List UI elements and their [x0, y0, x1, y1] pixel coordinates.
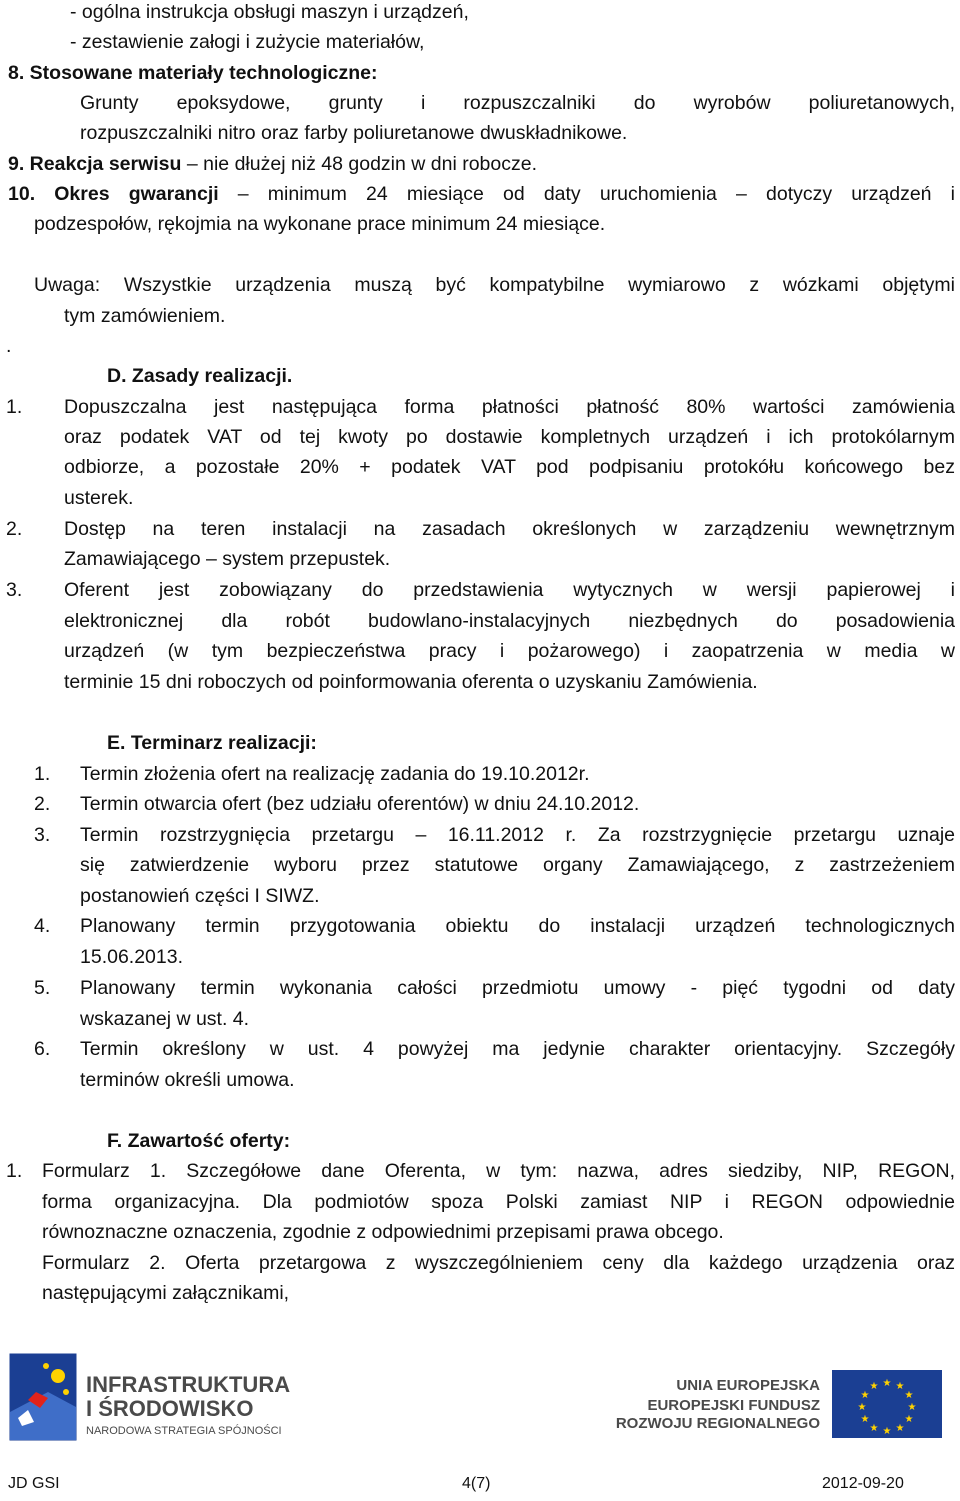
list-line: równoznaczne oznaczenia, zgodnie z odpowiednimi przepisami prawa obcego.: [42, 1221, 724, 1243]
section-d-title: D. Zasady realizacji.: [107, 365, 293, 387]
logo-text: I ŚRODOWISKO: [86, 1396, 254, 1421]
list-number: 4.: [34, 915, 51, 937]
svg-text:★: ★: [860, 1414, 870, 1425]
list-line: Zamawiającego – system przepustek.: [64, 548, 391, 570]
svg-text:★: ★: [904, 1414, 914, 1425]
list-line: następującymi załącznikami,: [42, 1282, 290, 1304]
infrastruktura-logo: [8, 1352, 308, 1447]
list-line: się zatwierdzenie wyboru przez statutowe organy Zamawiającego, z zastrzeżeniem: [80, 854, 955, 876]
list-line: Formularz 1. Szczegółowe dane Oferenta, w tym: nazwa, adres siedziby, NIP, REGON,: [42, 1160, 955, 1182]
logo-text: UNIA EUROPEJSKA: [676, 1377, 820, 1394]
section-8-title: 8. Stosowane materiały technologiczne:: [8, 62, 378, 84]
section-8-line: rozpuszczalniki nitro oraz farby poliuretanowe dwuskładnikowe.: [80, 122, 628, 144]
list-number: 2.: [34, 793, 51, 815]
list-line: oraz podatek VAT od tej kwoty po dostawie kompletnych urządzeń i ich protokólarnym: [64, 426, 955, 448]
list-number: 6.: [34, 1038, 51, 1060]
list-number: 5.: [34, 977, 51, 999]
footer-date: 2012-09-20: [822, 1475, 904, 1492]
section-8-line: Grunty epoksydowe, grunty i rozpuszczalniki do wyrobów poliuretanowych,: [80, 92, 955, 114]
page-number: 4(7): [462, 1475, 491, 1492]
svg-text:★: ★: [857, 1402, 867, 1413]
list-number: 2.: [6, 518, 23, 540]
section-9-text: – nie dłużej niż 48 godzin w dni robocze.: [181, 153, 538, 175]
list-line: usterek.: [64, 487, 134, 509]
section-10-line: podzespołów, rękojmia na wykonane prace minimum 24 miesiące.: [34, 213, 606, 235]
note-line: Uwaga: Wszystkie urządzenia muszą być kompatybilne wymiarowo z wózkami objętymi: [34, 274, 955, 296]
list-line: terminie 15 dni roboczych od poinformowania oferenta o uzyskaniu Zamówienia.: [64, 671, 758, 693]
list-line: Termin rozstrzygnięcia przetargu – 16.11.2012 r. Za rozstrzygnięcie przetargu uznaje: [80, 824, 955, 846]
list-number: 3.: [34, 824, 51, 846]
list-line: Dopuszczalna jest następująca forma płatności płatność 80% wartości zamówienia: [64, 396, 955, 418]
list-line: forma organizacyjna. Dla podmiotów spoza Polski zamiast NIP i REGON odpowiednie: [42, 1191, 955, 1213]
section-e-title: E. Terminarz realizacji:: [107, 732, 317, 754]
list-number: 1.: [6, 1160, 23, 1182]
eu-logo-graphic: [615, 1366, 945, 1441]
stray-dot: .: [6, 335, 12, 357]
svg-text:★: ★: [904, 1390, 914, 1401]
list-line: Termin otwarcia ofert (bez udziału oferentów) w dniu 24.10.2012.: [80, 793, 640, 815]
section-9: [8, 152, 537, 176]
section-10: [8, 182, 955, 206]
logo-text: EUROPEJSKI FUNDUSZ: [647, 1397, 820, 1414]
footer-left: JD GSI: [8, 1475, 60, 1492]
svg-text:★: ★: [895, 1423, 905, 1434]
logo-text: ROZWOJU REGIONALNEGO: [615, 1415, 820, 1432]
section-10-head: 10. Okres gwarancji: [8, 183, 219, 205]
list-line: wskazanej w ust. 4.: [80, 1008, 250, 1030]
list-line: urządzeń (w tym bezpieczeństwa pracy i pożarowego) i zaopatrzenia w media w: [64, 640, 955, 662]
list-number: 3.: [6, 579, 23, 601]
section-f-title: F. Zawartość oferty:: [107, 1130, 291, 1152]
svg-text:★: ★: [895, 1381, 905, 1392]
list-line: Termin złożenia ofert na realizację zadania do 19.10.2012r.: [80, 763, 590, 785]
list-line: Oferent jest zobowiązany do przedstawienia wytycznych w wersji papierowej i: [64, 579, 955, 601]
list-line: - zestawienie załogi i zużycie materiałów,: [70, 31, 425, 53]
svg-text:★: ★: [882, 1378, 892, 1389]
list-line: odbiorze, a pozostałe 20% + podatek VAT pod podpisaniu protokółu końcowego bez: [64, 456, 955, 478]
logo-text: NARODOWA STRATEGIA SPÓJNOŚCI: [86, 1425, 282, 1437]
list-line: - ogólna instrukcja obsługi maszyn i urządzeń,: [70, 1, 469, 23]
infrastruktura-logo-graphic: [8, 1352, 308, 1447]
list-line: Termin określony w ust. 4 powyżej ma jedynie charakter orientacyjny. Szczegóły: [80, 1038, 955, 1060]
section-9-head: 9. Reakcja serwisu: [8, 153, 182, 175]
list-number: 1.: [34, 763, 51, 785]
list-line: Dostęp na teren instalacji na zasadach określonych w zarządzeniu wewnętrznym: [64, 518, 955, 540]
note-line: tym zamówieniem.: [64, 305, 226, 327]
svg-text:★: ★: [882, 1426, 892, 1437]
list-number: 1.: [6, 396, 23, 418]
list-line: postanowień części I SIWZ.: [80, 885, 320, 907]
list-line: elektronicznej dla robót budowlano-instalacyjnych niezbędnych do posadowienia: [64, 610, 955, 632]
list-line: terminów określi umowa.: [80, 1069, 295, 1091]
svg-text:★: ★: [869, 1381, 879, 1392]
list-line: Planowany termin wykonania całości przedmiotu umowy - pięć tygodni od daty: [80, 977, 955, 999]
logo-text: INFRASTRUKTURA: [86, 1372, 291, 1397]
svg-text:★: ★: [907, 1402, 917, 1413]
eu-logo: [615, 1366, 945, 1441]
list-line: 15.06.2013.: [80, 946, 184, 968]
svg-text:★: ★: [869, 1423, 879, 1434]
list-line: Formularz 2. Oferta przetargowa z wyszczególnieniem ceny dla każdego urządzenia oraz: [42, 1252, 955, 1274]
section-10-text: – minimum 24 miesiące od daty uruchomienia – dotyczy urządzeń i: [218, 183, 955, 205]
svg-text:★: ★: [860, 1390, 870, 1401]
list-line: Planowany termin przygotowania obiektu do instalacji urządzeń technologicznych: [80, 915, 955, 937]
